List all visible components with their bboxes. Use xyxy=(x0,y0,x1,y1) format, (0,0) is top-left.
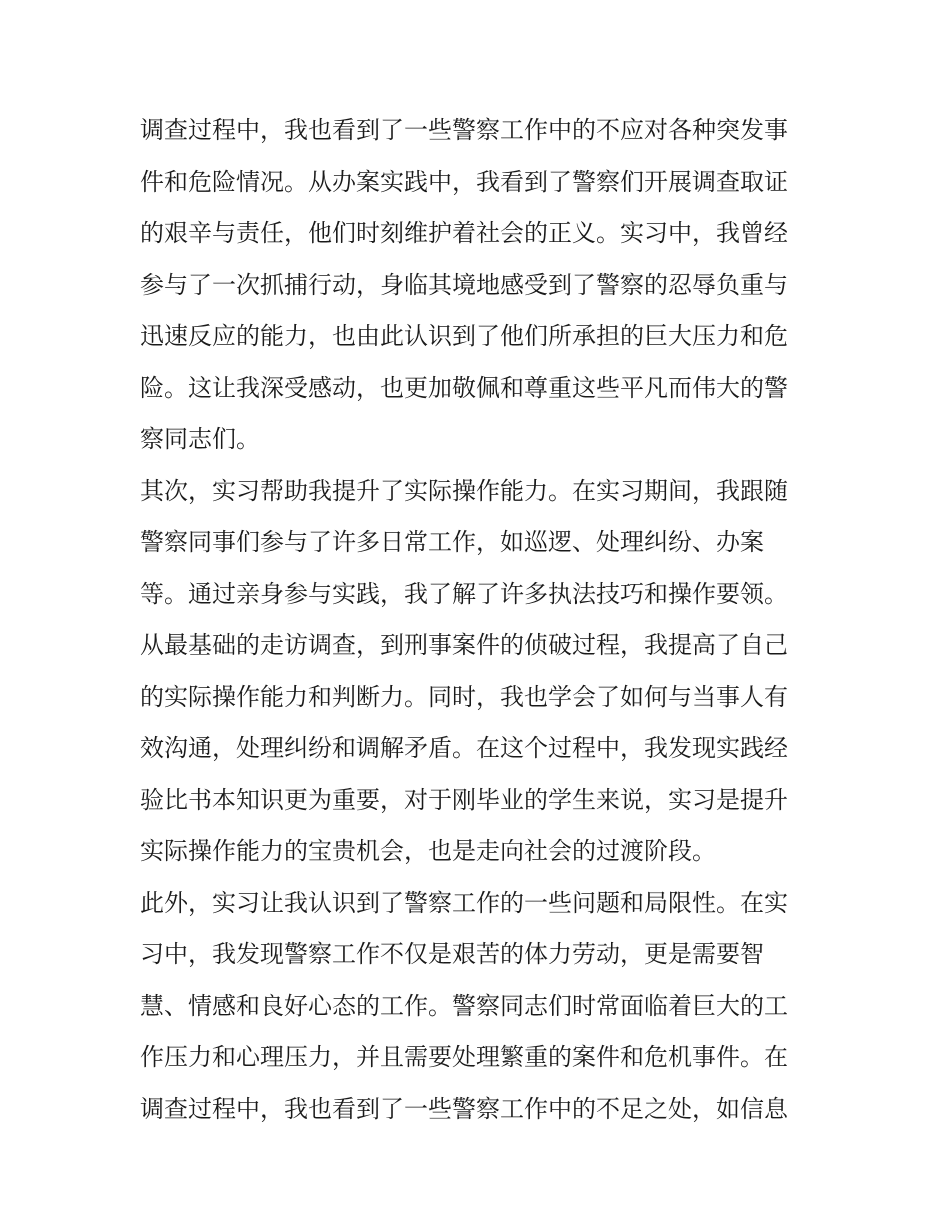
text-line: 其次，实习帮助我提升了实际操作能力。在实习期间，我跟随 xyxy=(140,476,788,505)
text-line: 习中，我发现警察工作不仅是艰苦的体力劳动，更是需要智 xyxy=(140,940,764,968)
text-line: 迅速反应的能力，也由此认识到了他们所承担的巨大压力和危 xyxy=(140,322,788,350)
text-line: 从最基础的走访调查，到刑事案件的侦破过程，我提高了自己 xyxy=(140,631,788,659)
text-line: 参与了一次抓捕行动，身临其境地感受到了警察的忍辱负重与 xyxy=(140,270,788,299)
document-body xyxy=(140,105,820,1135)
text-line: 调查过程中，我也看到了一些警察工作中的不应对各种突发事 xyxy=(140,116,788,144)
text-line: 慧、情感和良好心态的工作。警察同志们时常面临着巨大的工 xyxy=(140,991,788,1020)
text-line: 险。这让我深受感动，也更加敬佩和尊重这些平凡而伟大的警 xyxy=(140,373,788,402)
text-line: 实际操作能力的宝贵机会，也是走向社会的过渡阶段。 xyxy=(140,837,716,865)
text-line: 等。通过亲身参与实践，我了解了许多执法技巧和操作要领。 xyxy=(140,579,788,608)
text-line: 验比书本知识更为重要，对于刚毕业的学生来说，实习是提升 xyxy=(140,785,788,814)
text-line: 察同志们。 xyxy=(140,425,260,453)
text-line: 的艰辛与责任，他们时刻维护着社会的正义。实习中，我曾经 xyxy=(140,219,788,247)
text-line: 调查过程中，我也看到了一些警察工作中的不足之处，如信息 xyxy=(140,1094,788,1123)
text-line: 件和危险情况。从办案实践中，我看到了警察们开展调查取证 xyxy=(140,167,788,196)
text-line: 作压力和心理压力，并且需要处理繁重的案件和危机事件。在 xyxy=(140,1043,788,1071)
text-line: 效沟通，处理纠纷和调解矛盾。在这个过程中，我发现实践经 xyxy=(140,734,788,762)
text-line: 警察同事们参与了许多日常工作，如巡逻、处理纠纷、办案 xyxy=(140,528,764,556)
text-line: 此外，实习让我认识到了警察工作的一些问题和局限性。在实 xyxy=(140,888,788,917)
text-line: 的实际操作能力和判断力。同时，我也学会了如何与当事人有 xyxy=(140,682,788,711)
